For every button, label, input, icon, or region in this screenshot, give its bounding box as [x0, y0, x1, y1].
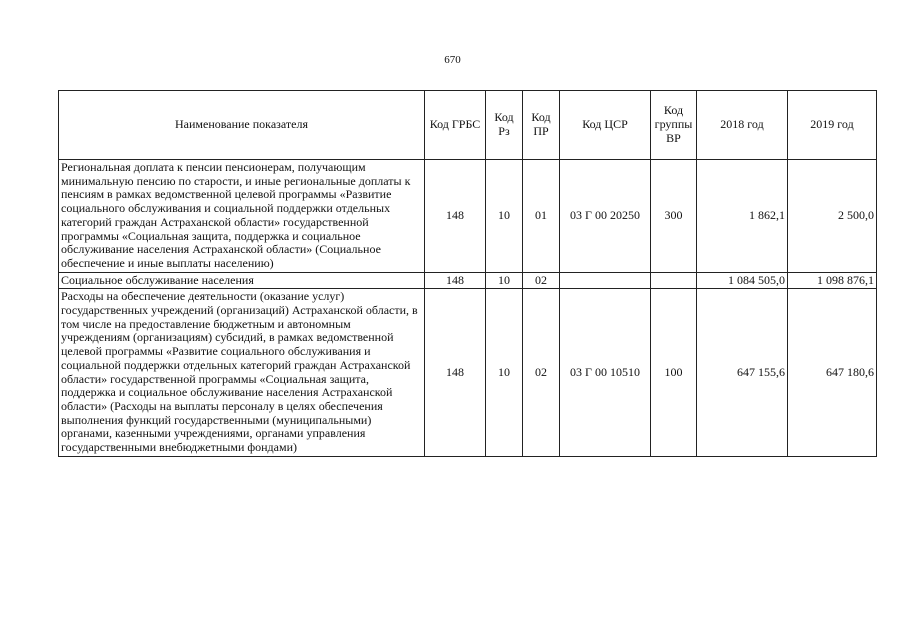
- table-row: [59, 289, 877, 456]
- row-2018: 647 155,6: [697, 289, 788, 456]
- row-2019: 647 180,6: [788, 289, 877, 456]
- row-2019: 1 098 876,1: [788, 272, 877, 289]
- header-2018: 2018 год: [697, 91, 788, 160]
- row-pr: 01: [523, 160, 560, 273]
- row-name: Социальное обслуживание населения: [59, 272, 425, 289]
- budget-table: [58, 90, 877, 457]
- row-grbs: 148: [425, 272, 486, 289]
- row-rz: 10: [486, 289, 523, 456]
- row-pr: 02: [523, 272, 560, 289]
- header-pr: Код ПР: [523, 91, 560, 160]
- row-rz: 10: [486, 272, 523, 289]
- row-name: Расходы на обеспечение деятельности (оказание услуг) государственных учреждений (организаций) Астраханской области, в том числе на предоставление бюджетным и автономным учреждениям (организациям) субсидий, в рамках ведомственной целевой программы «Развитие социального обслуживания и социальной поддержки отдельных категорий граждан Астраханской области» государственной программы «Социальная защита, поддержка и социальное обслуживание населения Астраханской области» (Расходы на выплаты персоналу в целях обеспечения выполнения функций государственными (муниципальными) органами, казенными учреждениями, органами управления государственными внебюджетными фондами): [59, 289, 425, 456]
- row-grbs: 148: [425, 289, 486, 456]
- row-csr: [560, 272, 651, 289]
- header-rz: Код Рз: [486, 91, 523, 160]
- row-vr: [651, 272, 697, 289]
- row-pr: 02: [523, 289, 560, 456]
- header-2019: 2019 год: [788, 91, 877, 160]
- row-csr: 03 Г 00 20250: [560, 160, 651, 273]
- row-vr: 100: [651, 289, 697, 456]
- row-2019: 2 500,0: [788, 160, 877, 273]
- row-grbs: 148: [425, 160, 486, 273]
- table-header-row: [59, 91, 877, 160]
- header-csr: Код ЦСР: [560, 91, 651, 160]
- row-2018: 1 862,1: [697, 160, 788, 273]
- header-name: Наименование показателя: [59, 91, 425, 160]
- header-grbs: Код ГРБС: [425, 91, 486, 160]
- header-vr: Код группы ВР: [651, 91, 697, 160]
- row-vr: 300: [651, 160, 697, 273]
- table-row: [59, 160, 877, 273]
- page-number: 670: [444, 54, 461, 66]
- row-csr: 03 Г 00 10510: [560, 289, 651, 456]
- table-row: [59, 272, 877, 289]
- row-2018: 1 084 505,0: [697, 272, 788, 289]
- row-name: Региональная доплата к пенсии пенсионерам, получающим минимальную пенсию по старости, и иные региональные доплаты к пенсиям в рамках ведомственной целевой программы «Развитие социального обслуживания и социальной поддержки отдельных категорий граждан Астраханской области» государственной программы «Социальная защита, поддержка и социальное обслуживание населения Астраханской области» (Социальное обеспечение и иные выплаты населению): [59, 160, 425, 273]
- row-rz: 10: [486, 160, 523, 273]
